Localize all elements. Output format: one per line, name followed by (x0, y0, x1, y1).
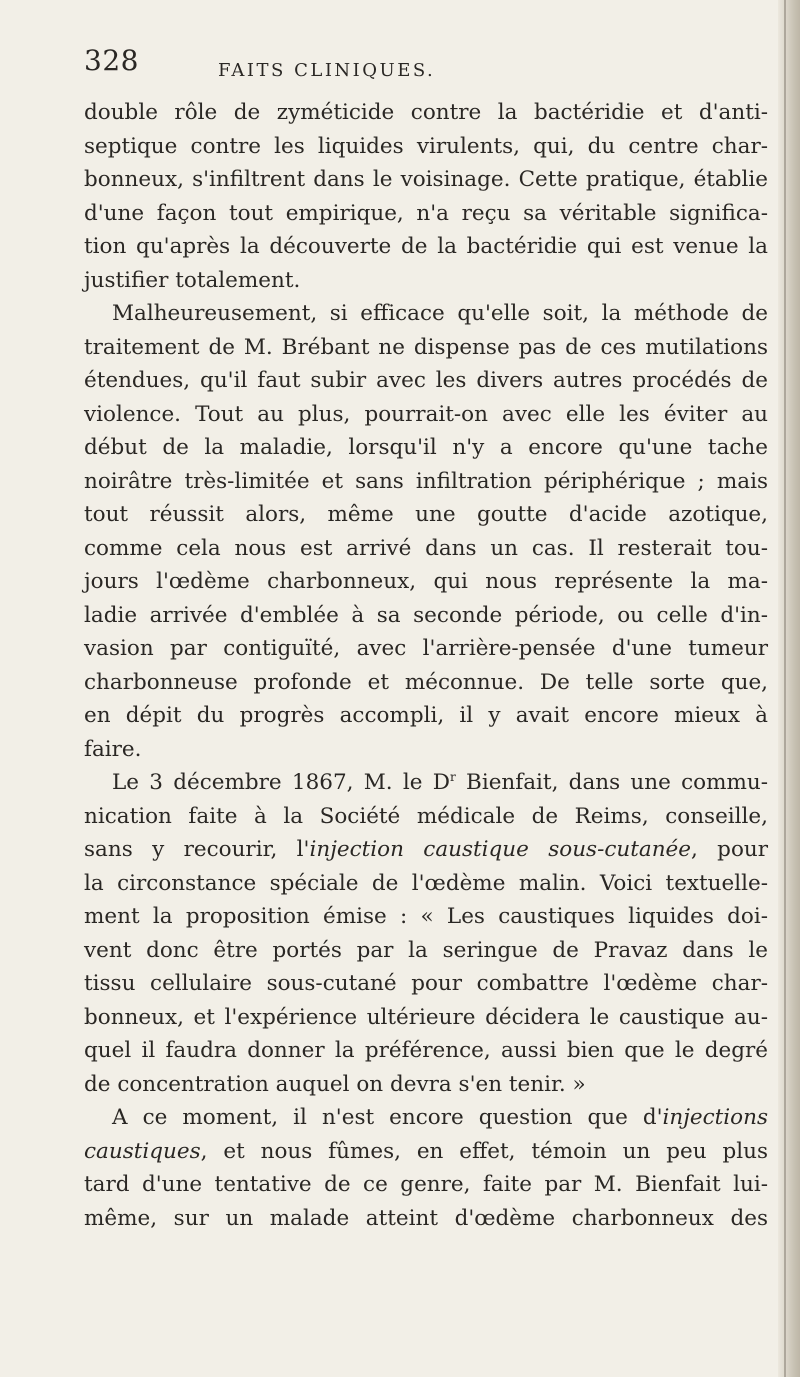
text-line: ment la proposition émise : « Les caustiques liquides doi- (84, 904, 768, 929)
text-line: traitement de M. Brébant ne dispense pas de ces mutilations (84, 334, 768, 360)
text-line: quel il faudra donner la préférence, aussi bien que le degré (84, 1038, 768, 1063)
text-line: noirâtre très-limitée et sans infiltration périphérique ; mais (84, 468, 768, 494)
text-line: d'une façon tout empirique, n'a reçu sa véritable significa- (84, 200, 768, 226)
page-spine-shadow (778, 0, 800, 1377)
text-line: charbonneuse profonde et méconnue. De telle sorte que, (84, 669, 768, 695)
text-line: bonneux, et l'expérience ultérieure décidera le caustique au- (84, 1004, 768, 1030)
text-line: de concentration auquel on devra s'en tenir. » (84, 1071, 586, 1097)
text-line: la circonstance spéciale de l'œdème malin. Voici textuelle- (84, 870, 768, 896)
text-line: septique contre les liquides virulents, qui, du centre char- (84, 133, 768, 159)
text-line: début de la maladie, lorsqu'il n'y a encore qu'une tache (84, 435, 768, 460)
text-line: tion qu'après la découverte de la bactéridie qui est venue la (84, 234, 768, 259)
text-line: nication faite à la Société médicale de Reims, conseille, (84, 803, 768, 829)
text-line: vasion par contiguïté, avec l'arrière-pensée d'une tumeur (84, 636, 768, 661)
text-line: sans y recourir, l'injection caustique sous-cutanée, pour (84, 837, 769, 862)
paragraph-start: A ce moment, il n'est encore question que d'injections (112, 1105, 768, 1130)
text-line: même, sur un malade atteint d'œdème charbonneux des (84, 1205, 768, 1231)
body-text (84, 96, 768, 1235)
paragraph-start: Le 3 décembre 1867, M. le $D^r$ Bienfait, dans une commu- (112, 769, 768, 795)
running-title: FAITS CLINIQUES. (218, 60, 436, 81)
text-line: justifier totalement. (84, 267, 301, 293)
text-line: tard d'une tentative de ce genre, faite par M. Bienfait lui- (84, 1172, 768, 1197)
text-line: jours l'œdème charbonneux, qui nous représente la ma- (84, 569, 768, 594)
text-line: bonneux, s'infiltrent dans le voisinage. Cette pratique, établie (84, 167, 768, 192)
text-line: vent donc être portés par la seringue de Pravaz dans le (84, 937, 768, 963)
text-line: caustiques, et nous fûmes, en effet, témoin un peu plus (84, 1138, 768, 1164)
text-line: tissu cellulaire sous-cutané pour combattre l'œdème char- (84, 971, 768, 996)
text-line: violence. Tout au plus, pourrait-on avec elle les éviter au (84, 401, 768, 427)
text-line: ladie arrivée d'emblée à sa seconde période, ou celle d'in- (84, 602, 768, 628)
page-header (84, 44, 764, 84)
text-line: en dépit du progrès accompli, il y avait encore mieux à (84, 703, 768, 728)
page-edge-line (784, 0, 786, 1377)
text-line: comme cela nous est arrivé dans un cas. Il resterait tou- (84, 535, 768, 561)
text-line: faire. (84, 736, 142, 762)
text-line: tout réussit alors, même une goutte d'acide azotique, (84, 502, 768, 527)
paragraph-start: Malheureusement, si efficace qu'elle soit, la méthode de (112, 301, 768, 326)
page-number: 328 (84, 44, 139, 77)
text-line: étendues, qu'il faut subir avec les divers autres procédés de (84, 368, 768, 393)
text-line: double rôle de zyméticide contre la bactéridie et d'anti- (84, 100, 768, 125)
